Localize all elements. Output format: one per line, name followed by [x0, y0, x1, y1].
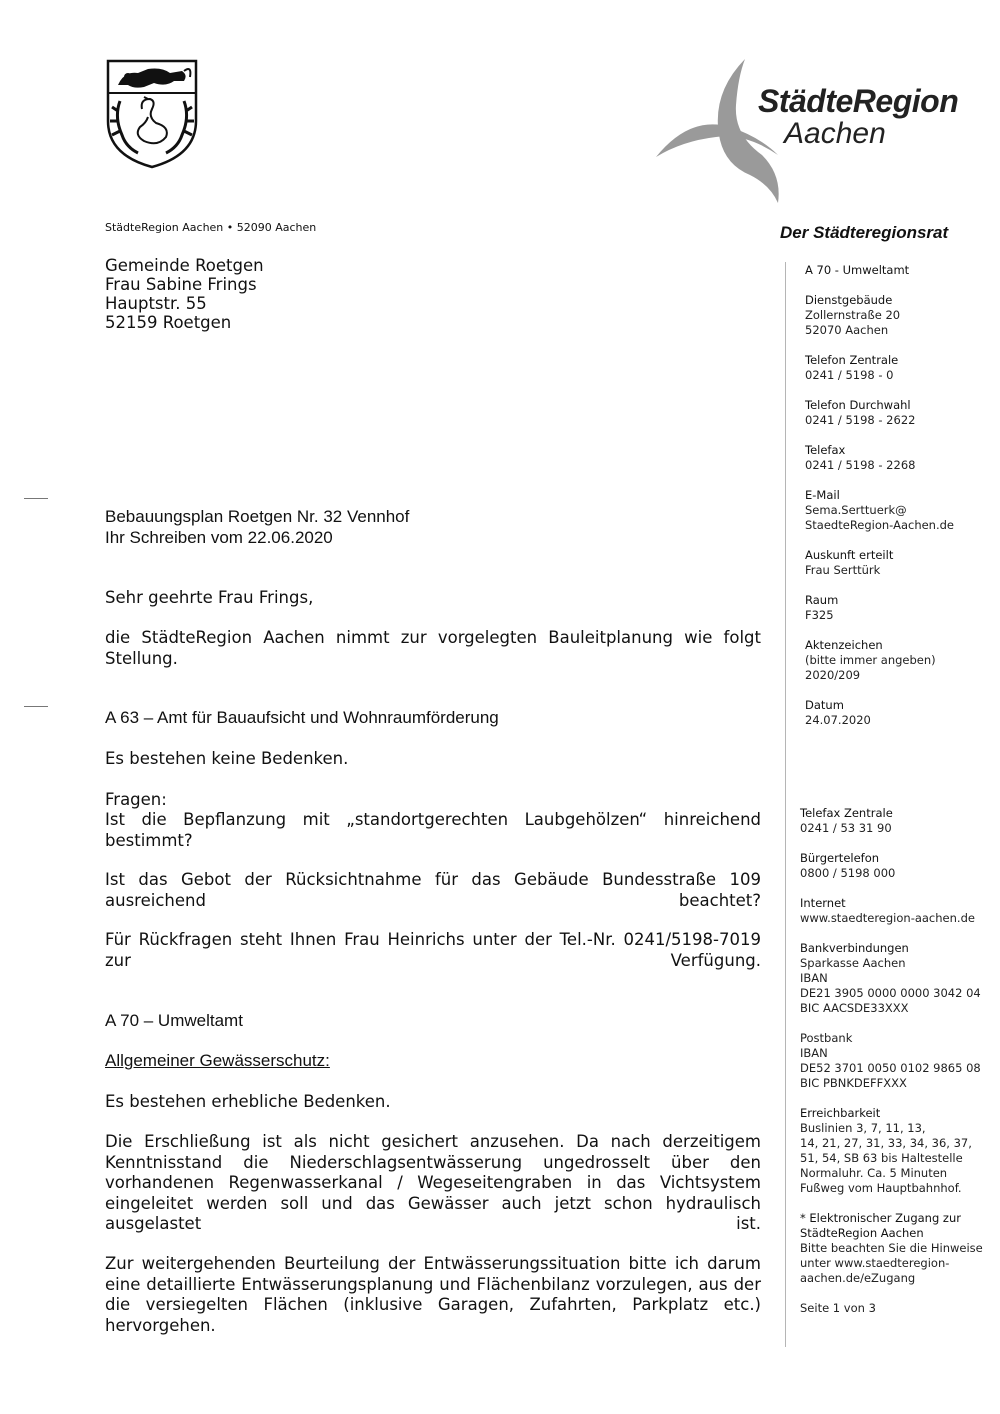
teld-label: Telefon Durchwahl: [805, 398, 911, 412]
question-2: Ist das Gebot der Rücksichtnahme für das Gebäude Bundesstraße 109 ausreichend beachtet?: [105, 870, 761, 910]
postbank-value: BIC PBNKDEFFXXX: [800, 1076, 907, 1090]
ezugang-value: unter www.staedteregion-: [800, 1256, 950, 1270]
erreich-value: Normaluhr. Ca. 5 Minuten: [800, 1166, 948, 1180]
faxz-value: 0241 / 53 31 90: [800, 821, 892, 835]
auskunft-label: Auskunft erteilt: [805, 548, 894, 562]
datum-label: Datum: [805, 698, 844, 712]
a63-no-concerns: Es bestehen keine Bedenken.: [105, 749, 349, 768]
mail-value: Sema.Serttuerk@: [805, 503, 907, 517]
aktenzeichen-value: (bitte immer angeben): [805, 653, 936, 667]
ezugang-value: aachen.de/eZugang: [800, 1271, 916, 1285]
ezugang-label: StädteRegion Aachen: [800, 1226, 924, 1240]
subject: [105, 507, 409, 548]
staedteregion-logo: [650, 55, 959, 242]
a70-paragraph-3: Zur weitergehenden Beurteilung der Entwässerungssituation bitte ich darum eine detaillierte Entwässerungsplanung und Flächenbilanz vorzulegen, aus der die versiegelten Flächen (inklusive Garagen, Zufahrten, Parkplatz etc.) hervorgehen.: [105, 1254, 761, 1335]
bank-value: DE21 3905 0000 0000 3042 04: [800, 986, 981, 1000]
aktenzeichen-value: 2020/209: [805, 668, 861, 682]
subject-line: Bebauungsplan Roetgen Nr. 32 Vennhof: [105, 507, 410, 526]
logo-swoosh-icon: [650, 55, 790, 205]
questions-label: Fragen:: [105, 790, 167, 809]
auskunft-value: Frau Serttürk: [805, 563, 881, 577]
erreich-value: Buslinien 3, 7, 11, 13,: [800, 1121, 926, 1135]
erreich-value: 14, 21, 27, 31, 33, 34, 36, 37,: [800, 1136, 972, 1150]
aktenzeichen-label: Aktenzeichen: [805, 638, 883, 652]
fold-mark: [24, 498, 48, 499]
erreich-value: Fußweg vom Hauptbahnhof.: [800, 1181, 962, 1195]
bank-label: Bankverbindungen: [800, 941, 909, 955]
telz-label: Telefon Zentrale: [805, 353, 899, 367]
contact-paragraph: Für Rückfragen steht Ihnen Frau Heinrichs unter der Tel.-Nr. 0241/5198-7019 zur Verfügung.: [105, 930, 761, 970]
page-number: Seite 1 von 3: [800, 1301, 876, 1315]
erreich-label: Erreichbarkeit: [800, 1106, 881, 1120]
logo-line1: StädteRegion: [758, 83, 959, 119]
a70-paragraph-2: Die Erschließung ist als nicht gesichert anzusehen. Da nach derzeitigem Kenntnisstand die Niederschlagsentwässerung ungedrosselt über den vorhandenen Regenwasserkanal / Wegeseitengraben in das Vichtsystem eingeleitet werden soll und das Gewässer auch jetzt schon hydraulisch ausgelastet ist.: [105, 1132, 761, 1233]
ezugang-label: * Elektronischer Zugang zur: [800, 1211, 961, 1225]
sender-line: StädteRegion Aachen • 52090 Aachen: [105, 221, 317, 234]
sidebar-divider: [785, 262, 786, 1347]
recipient-line: Gemeinde Roetgen: [105, 256, 264, 275]
recipient-line: Frau Sabine Frings: [105, 275, 257, 294]
telz-value: 0241 / 5198 - 0: [805, 368, 894, 382]
heading-a70: A 70 – Umweltamt: [105, 1011, 243, 1030]
salutation: Sehr geehrte Frau Frings,: [105, 588, 314, 607]
recipient-line: Hauptstr. 55: [105, 294, 207, 313]
recipient-address: [105, 256, 264, 332]
raum-label: Raum: [805, 593, 839, 607]
dept-label: A 70 - Umweltamt: [805, 263, 910, 277]
postbank-value: Postbank: [800, 1031, 853, 1045]
dienst-value: 52070 Aachen: [805, 323, 889, 337]
intro-paragraph: die StädteRegion Aachen nimmt zur vorgelegten Bauleitplanung wie folgt Stellung.: [105, 628, 761, 668]
recipient-line: 52159 Roetgen: [105, 313, 232, 332]
erreich-value: 51, 54, SB 63 bis Haltestelle: [800, 1151, 963, 1165]
bank-value: Sparkasse Aachen: [800, 956, 906, 970]
coat-of-arms-icon: [104, 57, 200, 171]
ezugang-value: Bitte beachten Sie die Hinweise: [800, 1241, 983, 1255]
mail-value: StaedteRegion-Aachen.de: [805, 518, 955, 532]
internet-label: Internet: [800, 896, 846, 910]
datum-value: 24.07.2020: [805, 713, 871, 727]
sidebar-contact-footer: [800, 806, 998, 1316]
fold-mark: [24, 706, 48, 707]
internet-link[interactable]: www.staedteregion-aachen.de: [800, 911, 975, 925]
question-1: Ist die Bepflanzung mit „standortgerechten Laubgehölzen“ hinreichend bestimmt?: [105, 810, 761, 850]
bank-value: BIC AACSDE33XXX: [800, 1001, 909, 1015]
bank-value: IBAN: [800, 971, 828, 985]
sidebar-info: [805, 263, 995, 728]
raum-value: F325: [805, 608, 834, 622]
logo-subtitle: Der Städteregionsrat: [780, 223, 949, 242]
mail-label: E-Mail: [805, 488, 840, 502]
fax-value: 0241 / 5198 - 2268: [805, 458, 916, 472]
postbank-value: DE52 3701 0050 0102 9865 08: [800, 1061, 981, 1075]
buerger-label: Bürgertelefon: [800, 851, 880, 865]
faxz-label: Telefax Zentrale: [800, 806, 893, 820]
a70-concerns: Es bestehen erhebliche Bedenken.: [105, 1092, 391, 1111]
buerger-value: 0800 / 5198 000: [800, 866, 896, 880]
dienst-value: Zollernstraße 20: [805, 308, 901, 322]
dienst-label: Dienstgebäude: [805, 293, 893, 307]
logo-line2: Aachen: [784, 117, 886, 150]
subject-line: Ihr Schreiben vom 22.06.2020: [105, 527, 333, 547]
postbank-value: IBAN: [800, 1046, 828, 1060]
subheading-gewaesserschutz: Allgemeiner Gewässerschutz:: [105, 1051, 330, 1070]
teld-value: 0241 / 5198 - 2622: [805, 413, 916, 427]
heading-a63: A 63 – Amt für Bauaufsicht und Wohnraumförderung: [105, 708, 499, 727]
fax-label: Telefax: [805, 443, 846, 457]
